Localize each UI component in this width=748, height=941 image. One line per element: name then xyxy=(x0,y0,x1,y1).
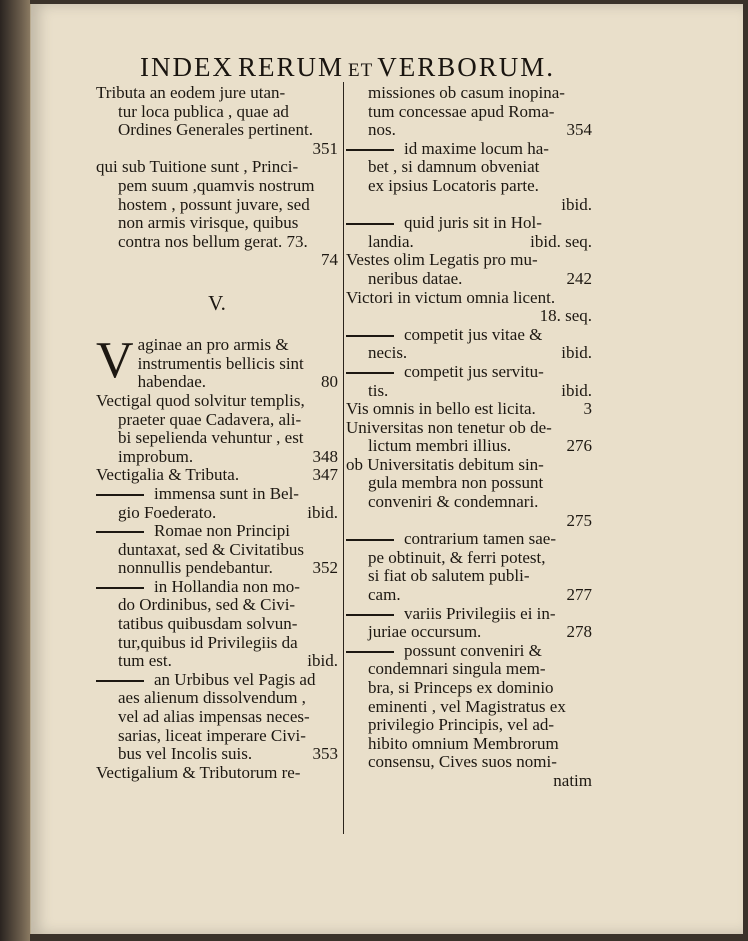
ditto-dash xyxy=(346,614,394,616)
entry-line: juriae occursum. xyxy=(368,622,482,642)
dropcap-entry xyxy=(96,331,338,392)
right-column xyxy=(346,84,592,791)
page-ref: 354 xyxy=(566,120,592,140)
entry-line: Romae non Principi xyxy=(154,521,290,541)
entry-line: pem suum ,quamvis nostrum xyxy=(118,175,315,195)
entry-line: nos. xyxy=(368,120,396,140)
entry-line: gio Foederato. xyxy=(118,502,217,522)
entry-line: missiones ob casum inopina- xyxy=(368,83,565,102)
header-word-index: INDEX xyxy=(140,52,234,82)
entry-line: eminenti , vel Magistratus ex xyxy=(368,696,566,716)
entry-line: gula membra non possunt xyxy=(368,473,544,493)
entry-line: bi sepelienda vehuntur , est xyxy=(118,428,304,448)
entry-line: in Hollandia non mo- xyxy=(154,576,300,596)
entry-line: tur loca publica , quae ad xyxy=(118,101,289,121)
column-divider xyxy=(343,82,344,834)
entry-line: possunt conveniri & xyxy=(404,640,542,660)
page-ref: ibid. xyxy=(561,194,592,214)
entry-line: Vestes olim Legatis pro mu- xyxy=(346,250,538,270)
ditto-dash xyxy=(346,539,394,541)
entry-line: necis. xyxy=(368,343,408,363)
page-ref: ibid. seq. xyxy=(530,231,592,251)
ditto-dash xyxy=(96,680,144,682)
entry-line: aes alienum dissolvendum , xyxy=(118,688,306,708)
page-ref: 278 xyxy=(566,622,592,642)
ditto-dash xyxy=(346,372,394,374)
entry-line: variis Privilegiis ei in- xyxy=(404,603,556,623)
header-word-verborum: VERBORUM. xyxy=(377,52,556,82)
entry-line: Tributa an eodem jure utan- xyxy=(96,83,286,102)
entry-line: contra nos bellum gerat. 73. xyxy=(118,231,308,251)
entry-line: Vis omnis in bello est licita. xyxy=(346,399,536,419)
entry-line: si fiat ob salutem publi- xyxy=(368,566,530,586)
page-ref: 347 xyxy=(312,465,338,485)
entry-line: lictum membri illius. xyxy=(368,436,512,456)
page-ref: ibid. xyxy=(561,380,592,400)
entry-line: do Ordinibus, sed & Civi- xyxy=(118,595,296,615)
entry-line: duntaxat, sed & Civitatibus xyxy=(118,539,305,559)
entry-line: privilegio Principis, vel ad- xyxy=(368,715,555,735)
entry-line: bet , si damnum obveniat xyxy=(368,157,540,177)
entry-line: Vectigalium & Tributorum re- xyxy=(96,762,301,782)
entry-line: Ordines Generales pertinent. xyxy=(118,120,313,140)
ditto-dash xyxy=(96,587,144,589)
header-word-et: ET xyxy=(348,60,374,81)
page-ref: 352 xyxy=(312,558,338,578)
page-ref: 18. seq. xyxy=(539,306,592,326)
entry-line: tum est. xyxy=(118,651,172,671)
entry-line: qui sub Tuitione sunt , Princi- xyxy=(96,157,299,177)
entry-line: aginae an pro armis & xyxy=(137,334,289,354)
entry-line: id maxime locum ha- xyxy=(404,138,549,158)
entry-line: tur,quibus id Privilegiis da xyxy=(118,632,298,652)
entry-line: tatibus quibusdam solvun- xyxy=(118,614,298,634)
entry-line: condemnari singula mem- xyxy=(368,659,546,679)
entry-line: cam. xyxy=(368,585,401,605)
entry-line: tum concessae apud Roma- xyxy=(368,101,555,121)
header-word-rerum: RERUM xyxy=(237,52,345,82)
ditto-dash xyxy=(346,149,394,151)
entry-line: competit jus vitae & xyxy=(404,324,543,344)
page-ref: 348 xyxy=(312,446,338,466)
entry-line: ob Universitatis debitum sin- xyxy=(346,454,544,474)
page-ref: 74 xyxy=(321,250,338,270)
entry-line: Vectigalia & Tributa. xyxy=(96,465,240,485)
entry-line: hibito omnium Membrorum xyxy=(368,733,559,753)
page-ref: 277 xyxy=(566,585,592,605)
page-ref: 275 xyxy=(566,510,592,530)
entry-line: Vectigal quod solvitur templis, xyxy=(96,390,305,410)
page-ref: 353 xyxy=(312,744,338,764)
entry-line: improbum. xyxy=(118,446,194,466)
entry-line: contrarium tamen sae- xyxy=(404,529,556,549)
entry-line: bus vel Incolis suis. xyxy=(118,744,253,764)
page-ref: 351 xyxy=(312,138,338,158)
entry-line: ex ipsius Locatoris parte. xyxy=(368,175,539,195)
ditto-dash xyxy=(96,494,144,496)
entry-line: instrumentis bellicis sint xyxy=(137,353,304,373)
dropcap-letter: V xyxy=(96,331,134,389)
entry-line: Victori in victum omnia licent. xyxy=(346,287,556,307)
entry-line: vel ad alias impensas neces- xyxy=(118,707,310,727)
entry-line: pe obtinuit, & ferri potest, xyxy=(368,547,546,567)
entry-line: non armis virisque, quibus xyxy=(118,213,299,233)
ditto-dash xyxy=(346,223,394,225)
page-ref: ibid. xyxy=(561,343,592,363)
book-spine xyxy=(0,0,30,941)
page-ref: 80 xyxy=(321,372,338,392)
left-column xyxy=(96,84,338,782)
entry-line: praeter quae Cadavera, ali- xyxy=(118,409,302,429)
page-ref: 242 xyxy=(566,268,592,288)
entry-line: quid juris sit in Hol- xyxy=(404,213,542,233)
page-ref: ibid. xyxy=(307,502,338,522)
entry-line: nonnullis pendebantur. xyxy=(118,558,273,578)
entry-line: immensa sunt in Bel- xyxy=(154,483,299,503)
entry-line: landia. xyxy=(368,231,414,251)
entry-line: Universitas non tenetur ob de- xyxy=(346,417,552,437)
page-ref: 276 xyxy=(566,436,592,456)
section-letter-v: V. xyxy=(208,290,226,315)
ditto-dash xyxy=(346,335,394,337)
entry-line: habendae. xyxy=(137,372,206,392)
entry-line: consensu, Cives suos nomi- xyxy=(368,752,557,772)
entry-line: bra, si Princeps ex dominio xyxy=(368,678,554,697)
catchword: natim xyxy=(553,770,592,790)
page-ref: 3 xyxy=(583,399,592,419)
page-ref: ibid. xyxy=(307,651,338,671)
entry-line: an Urbibus vel Pagis ad xyxy=(154,669,316,689)
ditto-dash xyxy=(346,651,394,653)
entry-line: conveniri & condemnari. xyxy=(368,492,539,512)
entry-line: tis. xyxy=(368,380,389,400)
ditto-dash xyxy=(96,531,144,533)
entry-line: neribus datae. xyxy=(368,268,463,288)
entry-line: hostem , possunt juvare, sed xyxy=(118,194,310,214)
entry-line: competit jus servitu- xyxy=(404,361,544,381)
entry-line: sarias, liceat imperare Civi- xyxy=(118,725,306,745)
